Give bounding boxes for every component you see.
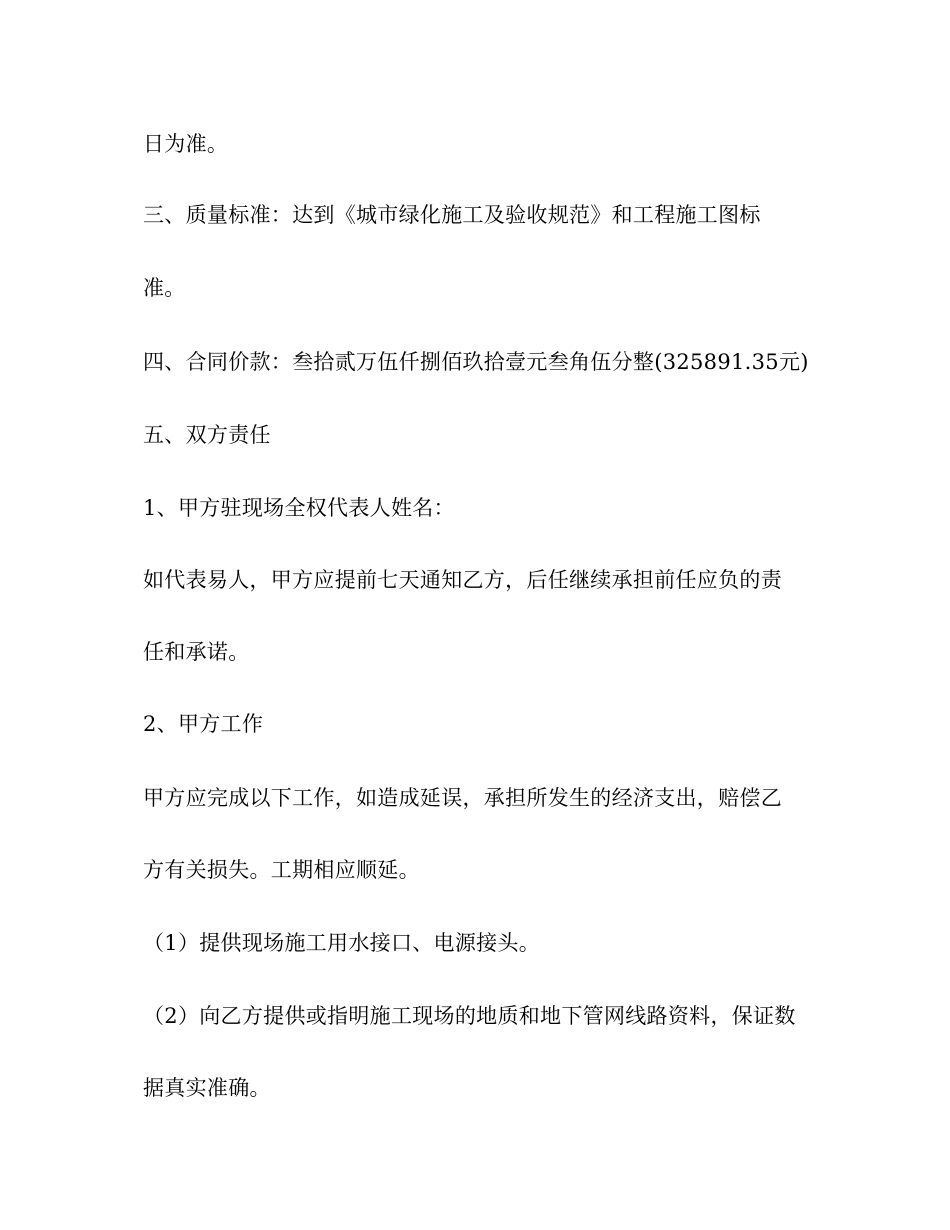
text-line-quality-standard: 三、质量标准：达到《城市绿化施工及验收规范》和工程施工图标: [143, 203, 761, 227]
list-item-2: （2）向乙方提供或指明施工现场的地质和地下管网线路资料，保证数: [143, 1004, 796, 1028]
text-line-3: 准。: [143, 276, 186, 300]
text-line-party-a-representative: 1、甲方驻现场全权代表人姓名：: [143, 496, 455, 520]
text-line-contract-price: 四、合同价款：叁拾贰万伍仟捌佰玖拾壹元叁角伍分整(325891.35元): [143, 350, 809, 374]
list-item-1: （1）提供现场施工用水接口、电源接头。: [143, 931, 541, 955]
text-line-8: 任和承诺。: [143, 640, 250, 664]
text-line-1: 日为准。: [143, 132, 229, 156]
text-line-7: 如代表易人，甲方应提前七天通知乙方，后任继续承担前任应负的责: [143, 568, 782, 592]
text-line-11: 方有关损失。工期相应顺延。: [143, 858, 420, 882]
section-heading-party-a-work: 2、甲方工作: [143, 712, 264, 736]
text-line-14: 据真实准确。: [143, 1076, 271, 1100]
text-line-10: 甲方应完成以下工作，如造成延误，承担所发生的经济支出，赔偿乙: [143, 786, 782, 810]
section-heading-responsibilities: 五、双方责任: [143, 423, 271, 447]
